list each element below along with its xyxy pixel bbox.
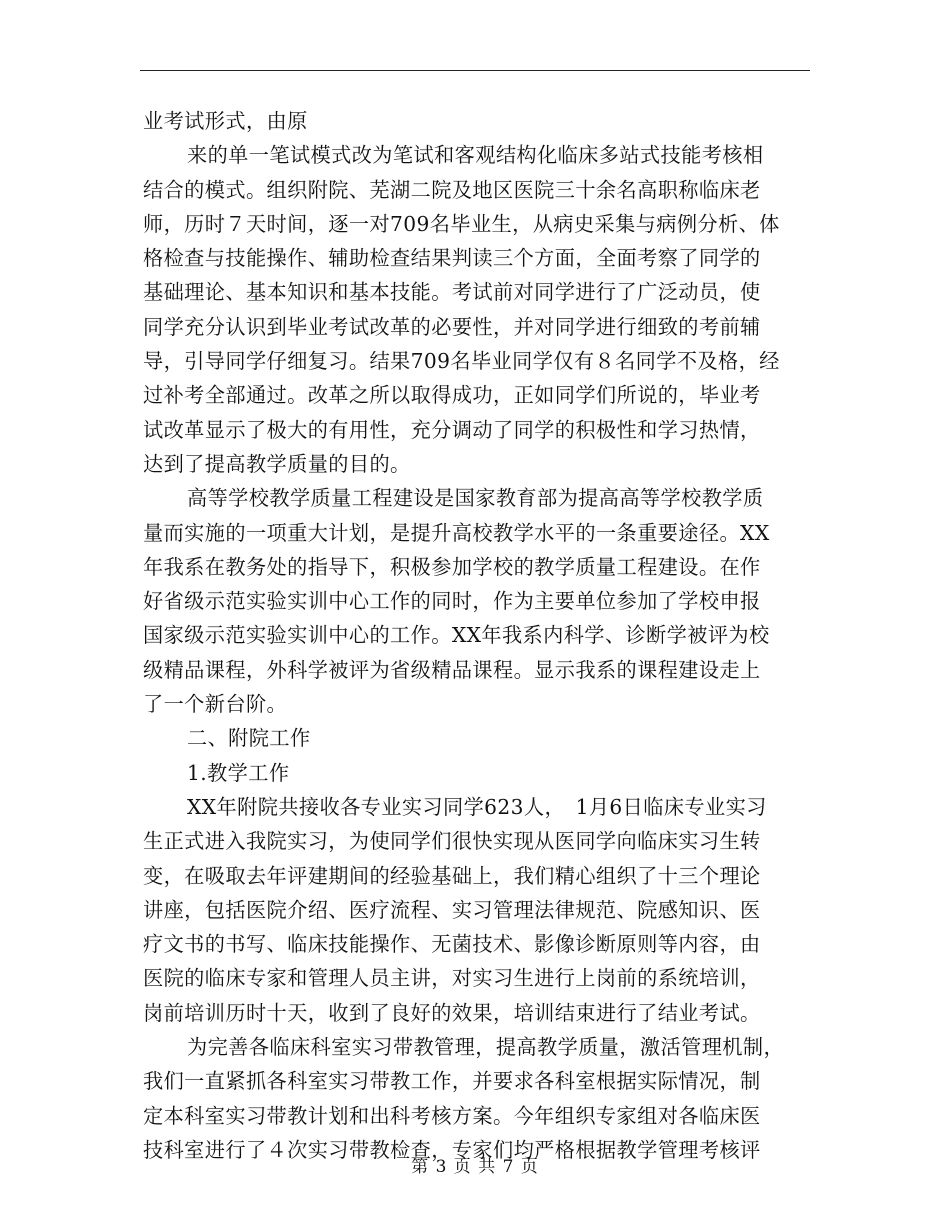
text-line: 国家级示范实验实训中心的工作。XX年我系内科学、诊断学被评为校: [143, 623, 770, 648]
text-line: 业考试形式，由原: [143, 109, 308, 133]
text-line: 年我系在教务处的指导下，积极参加学校的教学质量工程建设。在作: [143, 554, 761, 579]
text-line: 过补考全部通过。改革之所以取得成功，正如同学们所说的，毕业考: [143, 383, 761, 408]
text-line: 好省级示范实验实训中心工作的同时，作为主要单位参加了学校申报: [143, 589, 761, 614]
text-line: 来的单一笔试模式改为笔试和客观结构化临床多站式技能考核相: [187, 143, 764, 168]
text-line: XX年附院共接收各专业实习同学623人， 1月6日临床专业实习: [187, 794, 767, 819]
text-line: 结合的模式。组织附院、芜湖二院及地区医院三十余名高职称临床老: [143, 177, 761, 202]
text-line: 基础理论、基本知识和基本技能。考试前对同学进行了广泛动员，使: [143, 280, 761, 305]
text-line: 师，历时７天时间，逐一对709名毕业生，从病史采集与病例分析、体: [143, 211, 780, 236]
text-line: 疗文书的书写、临床技能操作、无菌技术、影像诊断原则等内容，由: [143, 932, 761, 957]
text-line: 了一个新台阶。: [143, 692, 288, 717]
text-line: 1.教学工作: [187, 760, 290, 785]
text-line: 定本科室实习带教计划和出科考核方案。今年组织专家组对各临床医: [143, 1103, 761, 1128]
text-line: 级精品课程，外科学被评为省级精品课程。显示我系的课程建设走上: [143, 657, 761, 682]
text-line: 二、附院工作: [187, 726, 311, 751]
text-line: 达到了提高教学质量的目的。: [143, 451, 411, 476]
page-footer: 第 3 页 共 7 页: [411, 1157, 539, 1177]
text-line: 格检查与技能操作、辅助检查结果判读三个方面，全面考察了同学的: [143, 246, 761, 271]
text-line: 量而实施的一项重大计划，是提升高校教学水平的一条重要途径。XX: [143, 520, 770, 545]
text-line: 我们一直紧抓各科室实习带教工作，并要求各科室根据实际情况，制: [143, 1069, 761, 1094]
text-line: 技科室进行了４次实习带教检查，专家们均严格根据教学管理考核评: [143, 1137, 761, 1162]
text-line: 讲座，包括医院介绍、医疗流程、实习管理法律规范、院感知识、医: [143, 897, 761, 922]
document-body: [143, 104, 811, 1167]
text-line: 导，引导同学仔细复习。结果709名毕业同学仅有８名同学不及格，经: [143, 349, 780, 374]
text-line: 岗前培训历时十天，收到了良好的效果，培训结束进行了结业考试。: [143, 1000, 761, 1025]
text-line: 高等学校教学质量工程建设是国家教育部为提高高等学校教学质: [187, 486, 764, 511]
text-line: 生正式进入我院实习，为使同学们很快实现从医同学向临床实习生转: [143, 829, 761, 854]
text-line: 变，在吸取去年评建期间的经验基础上，我们精心组织了十三个理论: [143, 863, 761, 888]
text-line: 同学充分认识到毕业考试改革的必要性，并对同学进行细致的考前辅: [143, 314, 761, 339]
text-line: 医院的临床专家和管理人员主讲，对实习生进行上岗前的系统培训，: [143, 966, 761, 991]
text-line: 为完善各临床科室实习带教管理，提高教学质量，激活管理机制，: [187, 1035, 785, 1060]
text-line: 试改革显示了极大的有用性，充分调动了同学的积极性和学习热情，: [143, 417, 761, 442]
header-divider: [140, 70, 810, 71]
